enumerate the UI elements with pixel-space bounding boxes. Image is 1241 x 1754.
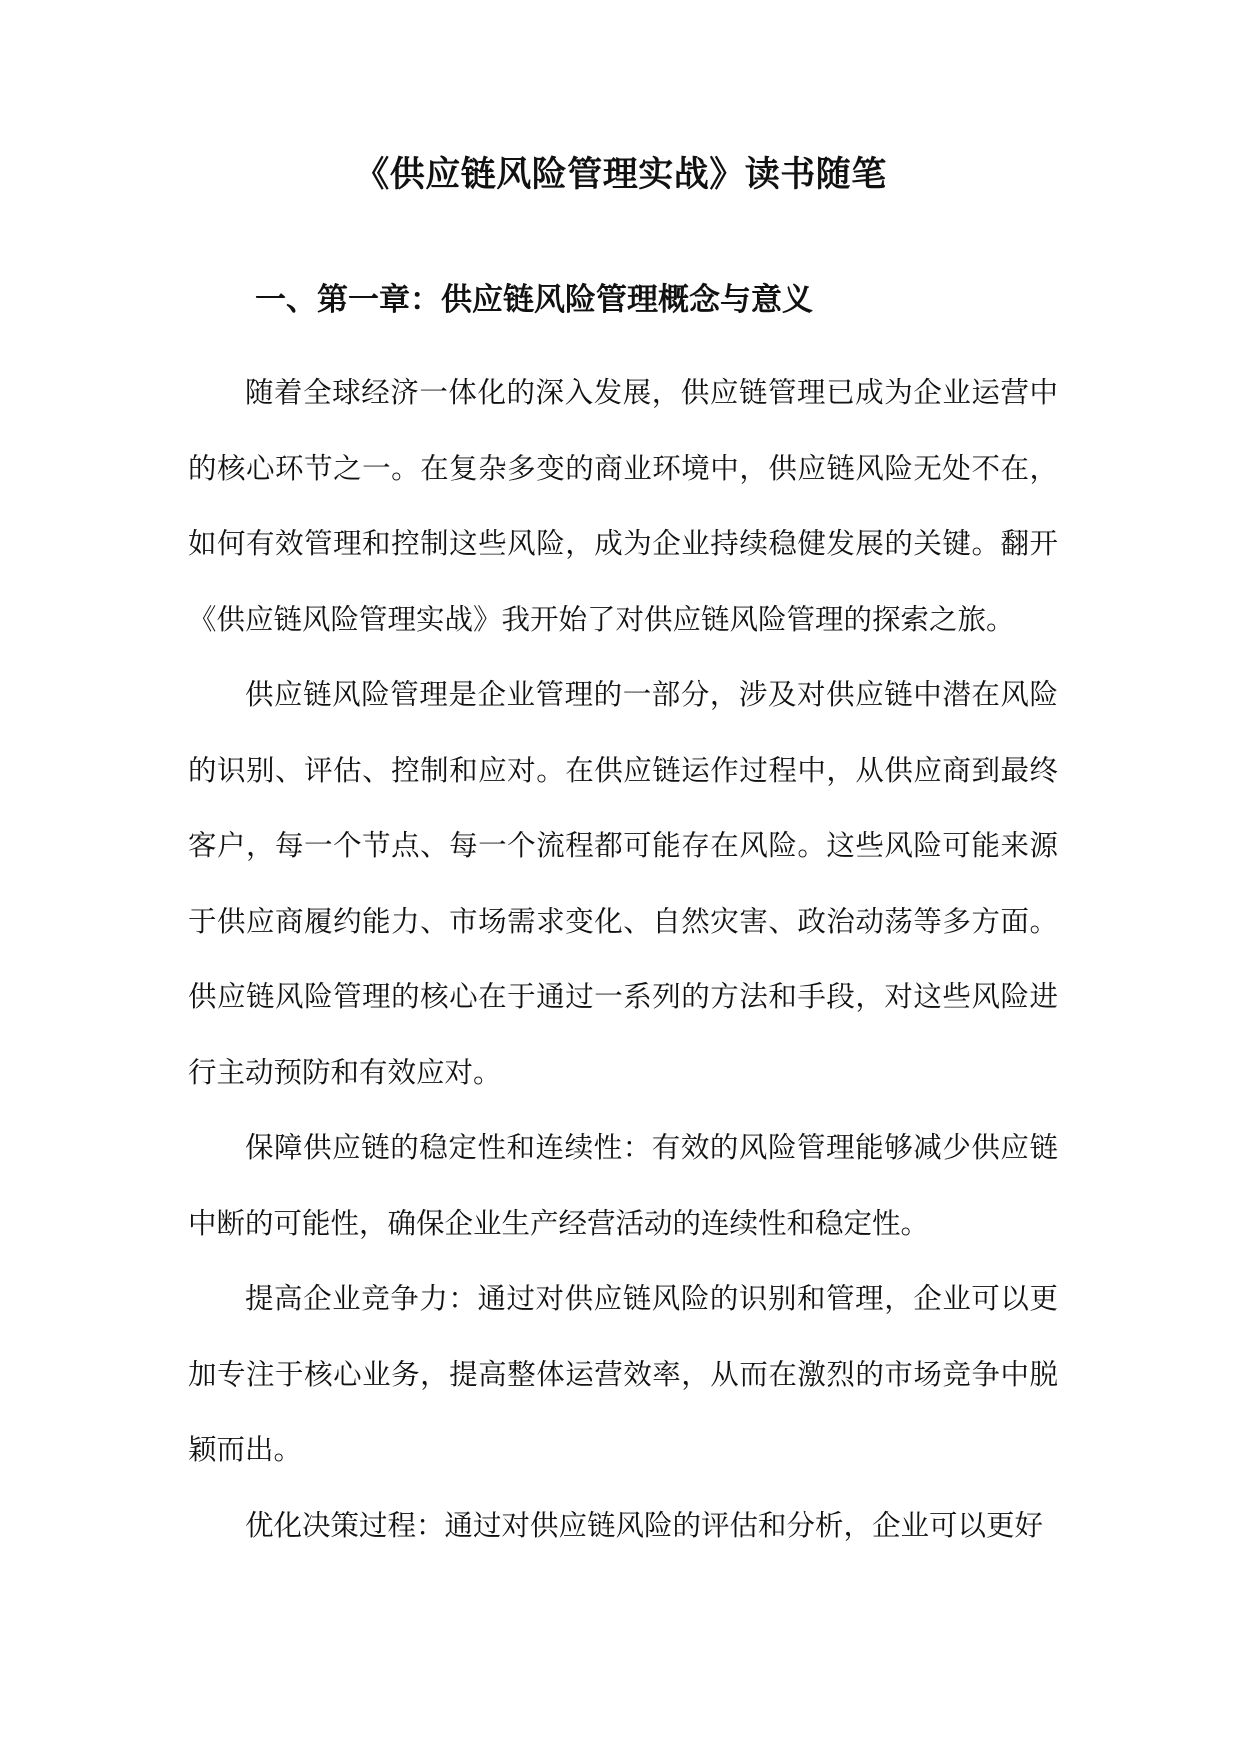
section-heading: 一、第一章：供应链风险管理概念与意义	[255, 282, 813, 318]
paragraph: 随着全球经济一体化的深入发展，供应链管理已成为企业运营中的核心环节之一。在复杂多变的商业环境中，供应链风险无处不在，如何有效管理和控制这些风险，成为企业持续稳健发展的关键。翻开《供应链风险管理实战》我开始了对供应链风险管理的探索之旅。	[188, 376, 1058, 636]
document-title: 《供应链风险管理实战》读书随笔	[354, 154, 887, 195]
paragraph: 保障供应链的稳定性和连续性：有效的风险管理能够减少供应链中断的可能性，确保企业生产经营活动的连续性和稳定性。	[188, 1131, 1058, 1240]
document-body	[188, 355, 1058, 1563]
paragraph: 提高企业竞争力：通过对供应链风险的识别和管理，企业可以更加专注于核心业务，提高整体运营效率，从而在激烈的市场竞争中脱颖而出。	[188, 1282, 1058, 1466]
paragraph: 优化决策过程：通过对供应链风险的评估和分析，企业可以更好	[245, 1508, 1044, 1542]
paragraph: 供应链风险管理是企业管理的一部分，涉及对供应链中潜在风险的识别、评估、控制和应对。在供应链运作过程中，从供应商到最终客户，每一个节点、每一个流程都可能存在风险。这些风险可能来源于供应商履约能力、市场需求变化、自然灾害、政治动荡等多方面。供应链风险管理的核心在于通过一系列的方法和手段，对这些风险进行主动预防和有效应对。	[188, 678, 1058, 1089]
